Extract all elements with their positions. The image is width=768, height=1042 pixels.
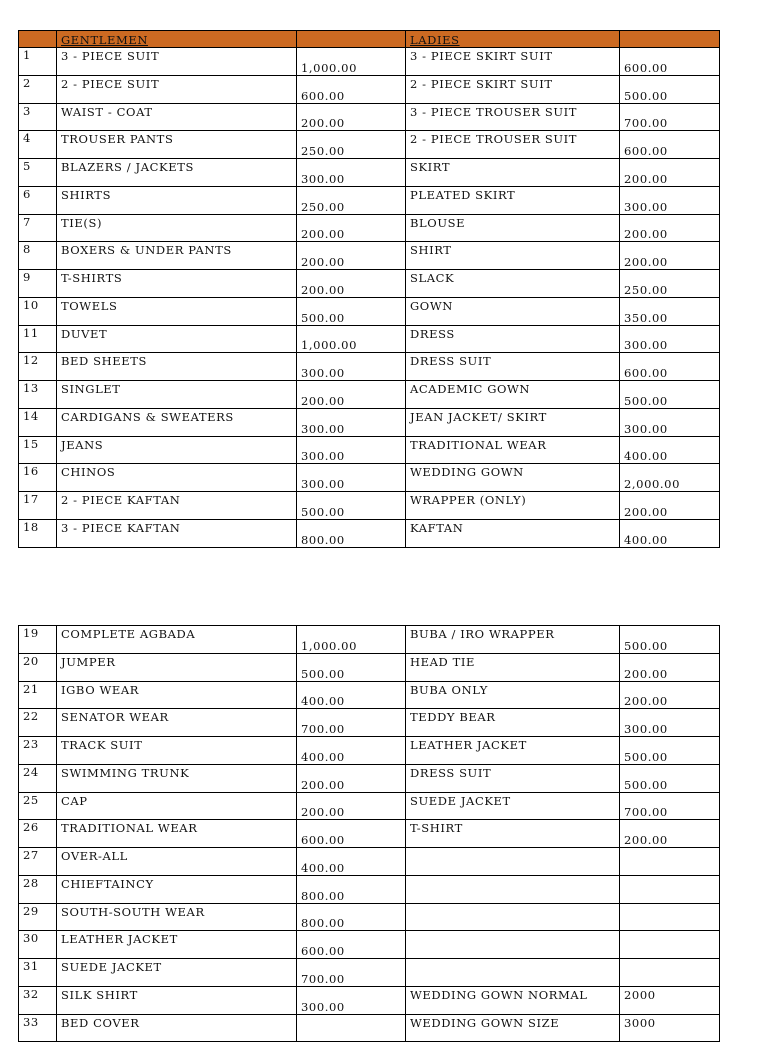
item-number: 28: [19, 875, 57, 903]
ladies-item: [406, 848, 620, 876]
gentlemen-item: SINGLET: [57, 381, 297, 409]
item-number: 1: [19, 48, 57, 76]
ladies-price: 600.00: [620, 131, 720, 159]
gentlemen-item: TRACK SUIT: [57, 737, 297, 765]
ladies-item: SUEDE JACKET: [406, 792, 620, 820]
ladies-price: 300.00: [620, 325, 720, 353]
gentlemen-price: 300.00: [297, 353, 406, 381]
ladies-item: BLOUSE: [406, 214, 620, 242]
ladies-price: 2000: [620, 986, 720, 1014]
table-row: [19, 681, 720, 709]
ladies-price: 400.00: [620, 436, 720, 464]
gentlemen-price: 300.00: [297, 464, 406, 492]
table-row: [19, 75, 720, 103]
ladies-item: WEDDING GOWN SIZE: [406, 1014, 620, 1042]
gentlemen-item: TIE(S): [57, 214, 297, 242]
header-gentlemen: [57, 31, 297, 48]
ladies-price: 3000: [620, 1014, 720, 1042]
ladies-item: 3 - PIECE TROUSER SUIT: [406, 103, 620, 131]
table-row: [19, 353, 720, 381]
item-number: 31: [19, 959, 57, 987]
item-number: 24: [19, 764, 57, 792]
gentlemen-item: SENATOR WEAR: [57, 709, 297, 737]
table-row: [19, 519, 720, 547]
ladies-item: 2 - PIECE SKIRT SUIT: [406, 75, 620, 103]
table-row: [19, 1014, 720, 1042]
item-number: 7: [19, 214, 57, 242]
table-row: [19, 959, 720, 987]
gentlemen-item: TROUSER PANTS: [57, 131, 297, 159]
gentlemen-price: 200.00: [297, 242, 406, 270]
table-row: [19, 325, 720, 353]
ladies-price: 500.00: [620, 737, 720, 765]
gentlemen-item: JEANS: [57, 436, 297, 464]
gentlemen-price: 600.00: [297, 931, 406, 959]
item-number: 11: [19, 325, 57, 353]
ladies-item: 2 - PIECE TROUSER SUIT: [406, 131, 620, 159]
gentlemen-item: SUEDE JACKET: [57, 959, 297, 987]
gentlemen-price: 1,000.00: [297, 626, 406, 654]
item-number: 15: [19, 436, 57, 464]
table-row: [19, 931, 720, 959]
table-row: [19, 986, 720, 1014]
ladies-price: 700.00: [620, 792, 720, 820]
gentlemen-item: CAP: [57, 792, 297, 820]
gentlemen-item: OVER-ALL: [57, 848, 297, 876]
item-number: 6: [19, 186, 57, 214]
gentlemen-item: T-SHIRTS: [57, 270, 297, 298]
table-row: [19, 737, 720, 765]
gentlemen-price: 1,000.00: [297, 325, 406, 353]
gentlemen-price: 200.00: [297, 792, 406, 820]
ladies-item: TRADITIONAL WEAR: [406, 436, 620, 464]
gentlemen-item: DUVET: [57, 325, 297, 353]
gentlemen-item: CHIEFTAINCY: [57, 875, 297, 903]
ladies-item: PLEATED SKIRT: [406, 186, 620, 214]
item-number: 2: [19, 75, 57, 103]
gentlemen-price: 400.00: [297, 737, 406, 765]
ladies-price: 600.00: [620, 48, 720, 76]
gentlemen-price: 600.00: [297, 75, 406, 103]
gentlemen-price: 300.00: [297, 436, 406, 464]
header-ladies: [406, 31, 620, 48]
ladies-price: 500.00: [620, 764, 720, 792]
ladies-item: [406, 959, 620, 987]
ladies-item: BUBA ONLY: [406, 681, 620, 709]
ladies-item: DRESS SUIT: [406, 764, 620, 792]
gentlemen-item: SHIRTS: [57, 186, 297, 214]
gentlemen-price: 1,000.00: [297, 48, 406, 76]
ladies-item: TEDDY BEAR: [406, 709, 620, 737]
item-number: 12: [19, 353, 57, 381]
table-header-row: [19, 31, 720, 48]
item-number: 29: [19, 903, 57, 931]
ladies-price: 400.00: [620, 519, 720, 547]
table-row: [19, 820, 720, 848]
gentlemen-item: BED COVER: [57, 1014, 297, 1042]
table-row: [19, 464, 720, 492]
gentlemen-item: SILK SHIRT: [57, 986, 297, 1014]
gentlemen-price: 800.00: [297, 903, 406, 931]
item-number: 19: [19, 626, 57, 654]
ladies-item: [406, 875, 620, 903]
table-row: [19, 626, 720, 654]
gentlemen-item: BED SHEETS: [57, 353, 297, 381]
table-row: [19, 875, 720, 903]
ladies-price: 200.00: [620, 653, 720, 681]
gentlemen-item: IGBO WEAR: [57, 681, 297, 709]
gentlemen-price: 500.00: [297, 492, 406, 520]
ladies-price: 200.00: [620, 242, 720, 270]
gentlemen-price: 200.00: [297, 214, 406, 242]
gentlemen-item: BLAZERS / JACKETS: [57, 159, 297, 187]
gentlemen-price: 200.00: [297, 381, 406, 409]
ladies-item: DRESS: [406, 325, 620, 353]
ladies-price: [620, 848, 720, 876]
table-row: [19, 103, 720, 131]
gentlemen-price: 200.00: [297, 103, 406, 131]
table-row: [19, 492, 720, 520]
ladies-item: BUBA / IRO WRAPPER: [406, 626, 620, 654]
ladies-item: T-SHIRT: [406, 820, 620, 848]
ladies-item: HEAD TIE: [406, 653, 620, 681]
item-number: 5: [19, 159, 57, 187]
table-row: [19, 408, 720, 436]
item-number: 16: [19, 464, 57, 492]
item-number: 23: [19, 737, 57, 765]
item-number: 17: [19, 492, 57, 520]
ladies-item: [406, 931, 620, 959]
table-row: [19, 214, 720, 242]
table-row: [19, 159, 720, 187]
item-number: 32: [19, 986, 57, 1014]
item-number: 33: [19, 1014, 57, 1042]
gentlemen-item: 3 - PIECE KAFTAN: [57, 519, 297, 547]
header-gentlemen-label: GENTLEMEN: [61, 33, 148, 47]
gentlemen-item: CHINOS: [57, 464, 297, 492]
ladies-price: 2,000.00: [620, 464, 720, 492]
table-row: [19, 381, 720, 409]
ladies-price: [620, 931, 720, 959]
ladies-price: 200.00: [620, 214, 720, 242]
gentlemen-price: 300.00: [297, 986, 406, 1014]
price-table-upper: [18, 30, 720, 548]
table-row: [19, 270, 720, 298]
ladies-price: 300.00: [620, 186, 720, 214]
ladies-item: DRESS SUIT: [406, 353, 620, 381]
gentlemen-price: 800.00: [297, 519, 406, 547]
gentlemen-price: 250.00: [297, 186, 406, 214]
gentlemen-item: SOUTH-SOUTH WEAR: [57, 903, 297, 931]
gentlemen-item: LEATHER JACKET: [57, 931, 297, 959]
ladies-item: SHIRT: [406, 242, 620, 270]
ladies-price: 200.00: [620, 681, 720, 709]
table-row: [19, 48, 720, 76]
ladies-price: 250.00: [620, 270, 720, 298]
ladies-item: SLACK: [406, 270, 620, 298]
ladies-price: 300.00: [620, 709, 720, 737]
gentlemen-price: 500.00: [297, 653, 406, 681]
gentlemen-price: 300.00: [297, 159, 406, 187]
table-row: [19, 848, 720, 876]
item-number: 14: [19, 408, 57, 436]
gentlemen-price: 400.00: [297, 848, 406, 876]
table-row: [19, 436, 720, 464]
price-table-lower: [18, 625, 720, 1042]
ladies-price: 700.00: [620, 103, 720, 131]
gentlemen-item: 2 - PIECE KAFTAN: [57, 492, 297, 520]
ladies-item: ACADEMIC GOWN: [406, 381, 620, 409]
gentlemen-item: TOWELS: [57, 297, 297, 325]
item-number: 13: [19, 381, 57, 409]
gentlemen-item: CARDIGANS & SWEATERS: [57, 408, 297, 436]
ladies-item: 3 - PIECE SKIRT SUIT: [406, 48, 620, 76]
gentlemen-item: BOXERS & UNDER PANTS: [57, 242, 297, 270]
ladies-price: 500.00: [620, 381, 720, 409]
table-row: [19, 903, 720, 931]
ladies-price: 200.00: [620, 820, 720, 848]
ladies-price: 350.00: [620, 297, 720, 325]
header-gentlemen-price: [297, 31, 406, 48]
ladies-price: 500.00: [620, 626, 720, 654]
gentlemen-item: JUMPER: [57, 653, 297, 681]
ladies-price: [620, 875, 720, 903]
gentlemen-price: 600.00: [297, 820, 406, 848]
ladies-price: 200.00: [620, 492, 720, 520]
table-row: [19, 186, 720, 214]
ladies-price: 200.00: [620, 159, 720, 187]
ladies-item: GOWN: [406, 297, 620, 325]
item-number: 9: [19, 270, 57, 298]
table-body-upper: [19, 48, 720, 548]
item-number: 21: [19, 681, 57, 709]
table-row: [19, 242, 720, 270]
table-row: [19, 131, 720, 159]
gentlemen-price: 700.00: [297, 959, 406, 987]
item-number: 20: [19, 653, 57, 681]
gentlemen-item: WAIST - COAT: [57, 103, 297, 131]
gentlemen-price: 250.00: [297, 131, 406, 159]
header-ladies-label: LADIES: [410, 33, 460, 47]
gentlemen-price: [297, 1014, 406, 1042]
item-number: 18: [19, 519, 57, 547]
item-number: 26: [19, 820, 57, 848]
ladies-price: 600.00: [620, 353, 720, 381]
ladies-price: 500.00: [620, 75, 720, 103]
item-number: 10: [19, 297, 57, 325]
table-row: [19, 653, 720, 681]
gentlemen-price: 300.00: [297, 408, 406, 436]
gentlemen-price: 200.00: [297, 270, 406, 298]
gentlemen-item: TRADITIONAL WEAR: [57, 820, 297, 848]
ladies-item: KAFTAN: [406, 519, 620, 547]
item-number: 8: [19, 242, 57, 270]
gentlemen-price: 500.00: [297, 297, 406, 325]
item-number: 25: [19, 792, 57, 820]
ladies-item: [406, 903, 620, 931]
ladies-price: [620, 959, 720, 987]
gentlemen-price: 400.00: [297, 681, 406, 709]
table-row: [19, 764, 720, 792]
ladies-price: 300.00: [620, 408, 720, 436]
item-number: 27: [19, 848, 57, 876]
gentlemen-price: 700.00: [297, 709, 406, 737]
table-row: [19, 297, 720, 325]
gentlemen-item: SWIMMING TRUNK: [57, 764, 297, 792]
item-number: 22: [19, 709, 57, 737]
ladies-item: WEDDING GOWN NORMAL: [406, 986, 620, 1014]
header-ladies-price: [620, 31, 720, 48]
item-number: 3: [19, 103, 57, 131]
gentlemen-item: 2 - PIECE SUIT: [57, 75, 297, 103]
gentlemen-item: COMPLETE AGBADA: [57, 626, 297, 654]
gentlemen-item: 3 - PIECE SUIT: [57, 48, 297, 76]
table-body-lower: [19, 626, 720, 1042]
item-number: 30: [19, 931, 57, 959]
ladies-item: SKIRT: [406, 159, 620, 187]
ladies-item: WRAPPER (ONLY): [406, 492, 620, 520]
item-number: 4: [19, 131, 57, 159]
gentlemen-price: 800.00: [297, 875, 406, 903]
ladies-item: LEATHER JACKET: [406, 737, 620, 765]
table-row: [19, 792, 720, 820]
ladies-item: WEDDING GOWN: [406, 464, 620, 492]
ladies-item: JEAN JACKET/ SKIRT: [406, 408, 620, 436]
ladies-price: [620, 903, 720, 931]
table-row: [19, 709, 720, 737]
gentlemen-price: 200.00: [297, 764, 406, 792]
header-number-cell: [19, 31, 57, 48]
